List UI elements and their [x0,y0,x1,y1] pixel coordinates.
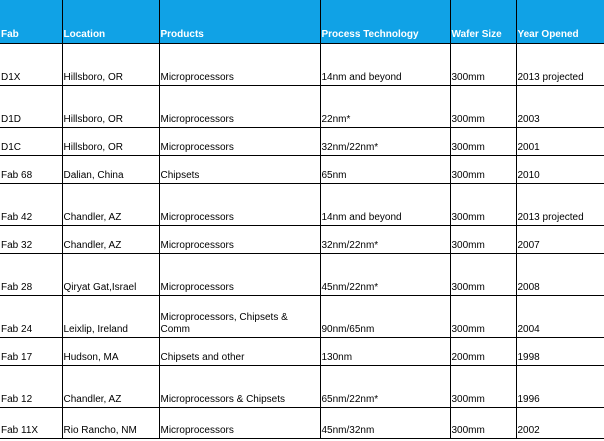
cell-wafer-size: 300mm [450,254,516,296]
cell-location: Chandler, AZ [62,184,159,226]
cell-year: 2003 [516,86,604,128]
cell-products: Microprocessors [159,128,320,156]
cell-location: Hillsboro, OR [62,128,159,156]
table-row [0,226,604,254]
cell-products: Microprocessors [159,408,320,439]
cell-fab: Fab 28 [0,254,62,296]
table-row [0,86,604,128]
cell-fab: Fab 12 [0,366,62,408]
cell-year: 2013 projected [516,44,604,86]
cell-process: 65nm/22nm* [320,366,450,408]
header-row [0,0,604,44]
cell-process: 65nm [320,156,450,184]
header-products: Products [159,0,320,44]
cell-wafer-size: 300mm [450,44,516,86]
table-row [0,156,604,184]
cell-wafer-size: 300mm [450,408,516,439]
cell-fab: Fab 68 [0,156,62,184]
cell-process: 22nm* [320,86,450,128]
cell-fab: Fab 24 [0,296,62,338]
cell-location: Hillsboro, OR [62,44,159,86]
cell-products: Microprocessors, Chipsets & Comm [159,296,320,338]
cell-wafer-size: 300mm [450,128,516,156]
cell-process: 14nm and beyond [320,44,450,86]
cell-location: Hudson, MA [62,338,159,366]
header-location: Location [62,0,159,44]
cell-products: Microprocessors [159,44,320,86]
cell-fab: Fab 42 [0,184,62,226]
cell-year: 1996 [516,366,604,408]
cell-fab: Fab 32 [0,226,62,254]
cell-location: Rio Rancho, NM [62,408,159,439]
cell-products: Microprocessors [159,184,320,226]
cell-year: 2010 [516,156,604,184]
cell-process: 45nm/22nm* [320,254,450,296]
cell-products: Chipsets [159,156,320,184]
cell-wafer-size: 300mm [450,226,516,254]
cell-wafer-size: 300mm [450,184,516,226]
header-fab: Fab [0,0,62,44]
cell-products: Microprocessors [159,86,320,128]
cell-wafer-size: 300mm [450,156,516,184]
table-row [0,408,604,439]
cell-products: Microprocessors & Chipsets [159,366,320,408]
cell-wafer-size: 300mm [450,296,516,338]
cell-year: 2007 [516,226,604,254]
cell-fab: D1C [0,128,62,156]
cell-location: Qiryat Gat,Israel [62,254,159,296]
cell-year: 1998 [516,338,604,366]
cell-fab: Fab 11X [0,408,62,439]
cell-process: 90nm/65nm [320,296,450,338]
table-row [0,338,604,366]
cell-year: 2001 [516,128,604,156]
cell-location: Chandler, AZ [62,366,159,408]
table-row [0,296,604,338]
cell-fab: D1D [0,86,62,128]
table-row [0,366,604,408]
cell-wafer-size: 200mm [450,338,516,366]
cell-location: Chandler, AZ [62,226,159,254]
cell-process: 130nm [320,338,450,366]
cell-products: Chipsets and other [159,338,320,366]
cell-location: Hillsboro, OR [62,86,159,128]
cell-wafer-size: 300mm [450,86,516,128]
cell-location: Dalian, China [62,156,159,184]
table-row [0,254,604,296]
cell-process: 32nm/22nm* [320,226,450,254]
cell-location: Leixlip, Ireland [62,296,159,338]
cell-fab: D1X [0,44,62,86]
cell-year: 2004 [516,296,604,338]
cell-process: 14nm and beyond [320,184,450,226]
header-wafer-size: Wafer Size [450,0,516,44]
header-year-opened: Year Opened [516,0,604,44]
cell-products: Microprocessors [159,254,320,296]
table-row [0,44,604,86]
header-process-technology: Process Technology [320,0,450,44]
table-row [0,128,604,156]
cell-year: 2002 [516,408,604,439]
cell-process: 32nm/22nm* [320,128,450,156]
cell-year: 2008 [516,254,604,296]
cell-fab: Fab 17 [0,338,62,366]
table-row [0,184,604,226]
cell-process: 45nm/32nm [320,408,450,439]
cell-year: 2013 projected [516,184,604,226]
cell-wafer-size: 300mm [450,366,516,408]
cell-products: Microprocessors [159,226,320,254]
